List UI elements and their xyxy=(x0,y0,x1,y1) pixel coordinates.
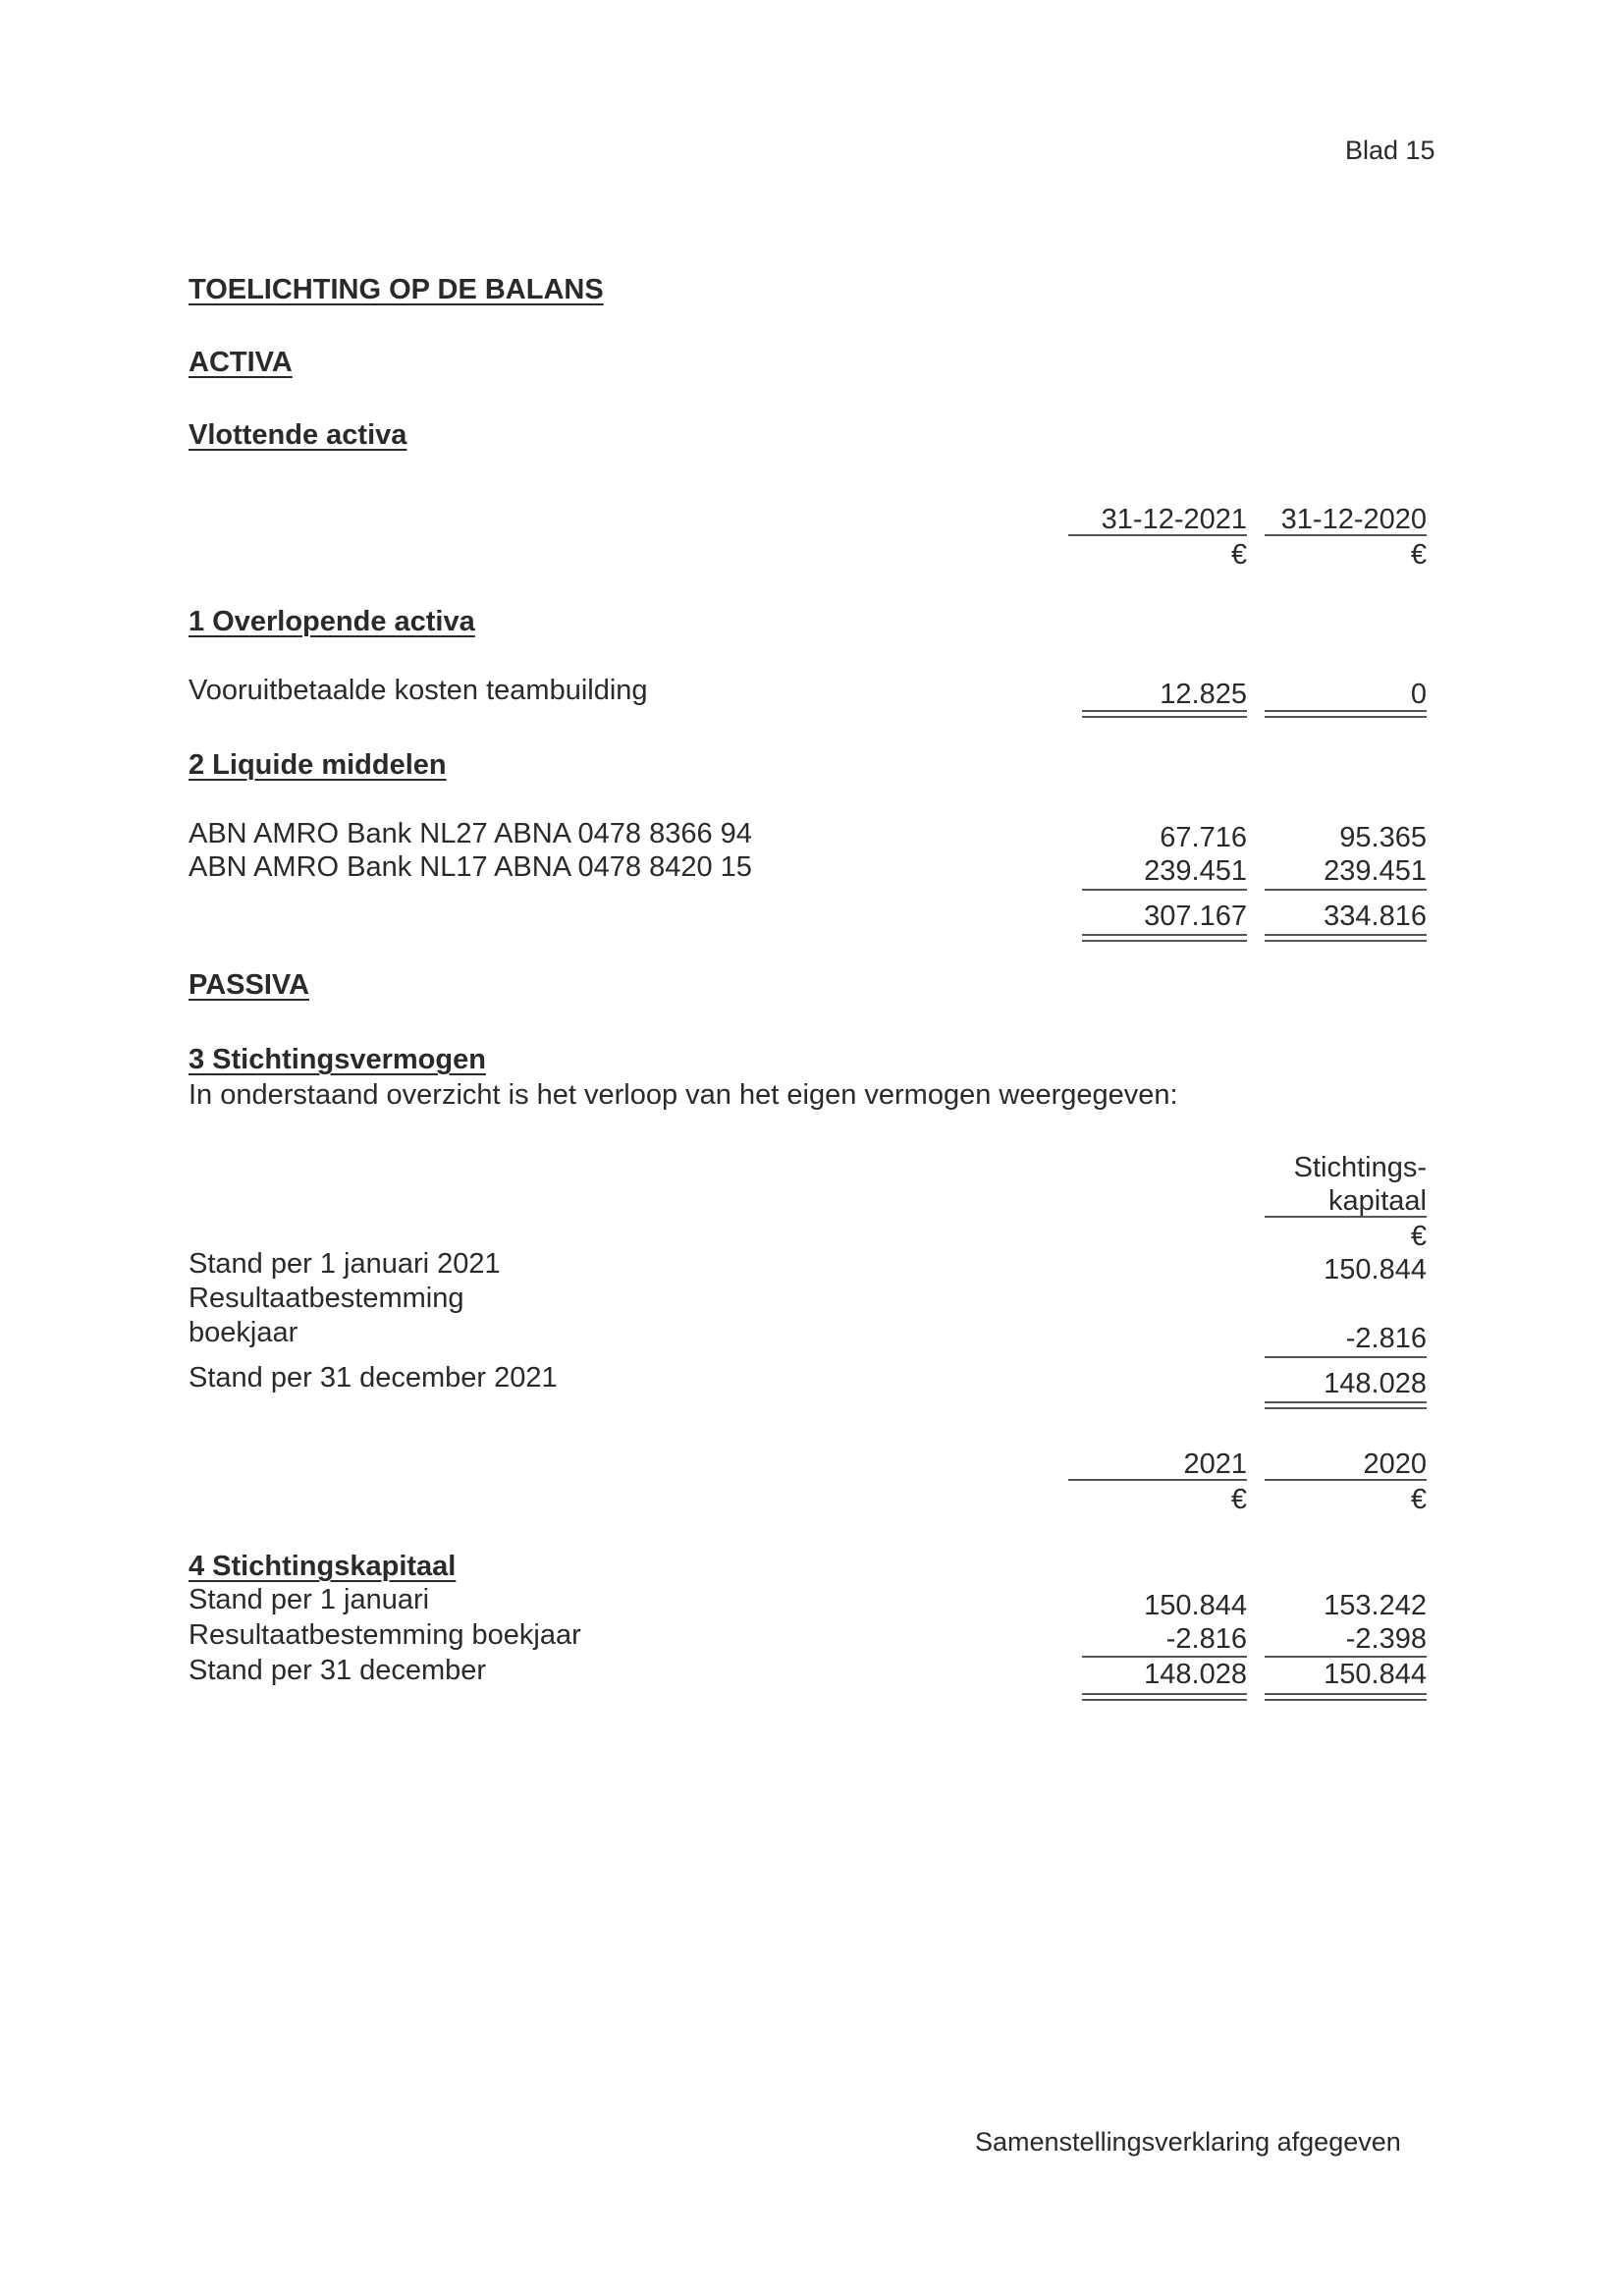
currency: € xyxy=(1410,1221,1427,1252)
passiva-heading: PASSIVA xyxy=(189,969,310,1001)
row-value-2021: 239.451 xyxy=(1144,855,1247,887)
row-value-2020: 0 xyxy=(1410,679,1427,710)
row-value-2021: -2.816 xyxy=(1165,1623,1247,1655)
header-rule xyxy=(1265,1216,1427,1218)
col-header-2021: 2021 xyxy=(1183,1449,1247,1480)
row-value-2021: 67.716 xyxy=(1160,822,1247,853)
row-label: ABN AMRO Bank NL17 ABNA 0478 8420 15 xyxy=(189,851,752,883)
row-value-2020: -2.398 xyxy=(1345,1623,1427,1655)
row-label: Stand per 1 januari 2021 xyxy=(189,1248,501,1280)
row-value-2020: 95.365 xyxy=(1339,822,1427,853)
section-intro: In onderstaand overzicht is het verloop van het eigen vermogen weergegeven: xyxy=(189,1079,1178,1111)
row-value: -2.816 xyxy=(1345,1323,1427,1354)
stichtingskapitaal-heading: 4 Stichtingskapitaal xyxy=(189,1551,457,1582)
row-value-2021: 148.028 xyxy=(1144,1659,1247,1690)
overlopende-activa-heading: 1 Overlopende activa xyxy=(189,606,475,637)
footer-note: Samenstellingsverklaring afgegeven xyxy=(975,2127,1401,2157)
row-label: Stand per 31 december xyxy=(189,1655,487,1686)
col-header-2020: 31-12-2020 xyxy=(1280,504,1427,535)
currency-2021: € xyxy=(1230,539,1247,571)
header-rule-2020 xyxy=(1265,534,1427,536)
liquide-middelen-heading: 2 Liquide middelen xyxy=(189,749,447,781)
row-label-line2: boekjaar xyxy=(189,1317,298,1348)
row-label: ABN AMRO Bank NL27 ABNA 0478 8366 94 xyxy=(189,818,752,849)
row-label: Resultaatbestemming boekjaar xyxy=(189,1619,581,1651)
page-number: Blad 15 xyxy=(1345,136,1435,165)
row-value-2020: 239.451 xyxy=(1324,855,1427,887)
double-rule xyxy=(1265,1401,1427,1409)
row-value-2021: 12.825 xyxy=(1160,679,1247,710)
row-value: 148.028 xyxy=(1324,1368,1427,1399)
col-header-2020: 2020 xyxy=(1363,1449,1427,1480)
page-title: TOELICHTING OP DE BALANS xyxy=(189,274,604,305)
double-rule xyxy=(1265,934,1427,942)
activa-heading: ACTIVA xyxy=(189,347,293,378)
header-rule-2020 xyxy=(1265,1479,1427,1481)
col-header-line1: Stichtings- xyxy=(1293,1152,1427,1183)
header-rule-2021 xyxy=(1068,534,1247,536)
row-value: 150.844 xyxy=(1324,1254,1427,1285)
stichtingsvermogen-heading: 3 Stichtingsvermogen xyxy=(189,1044,486,1075)
double-rule xyxy=(1082,710,1247,718)
double-rule xyxy=(1082,934,1247,942)
row-label: Stand per 1 januari xyxy=(189,1584,430,1615)
currency-2020: € xyxy=(1410,1484,1427,1515)
currency-2020: € xyxy=(1410,539,1427,571)
header-rule-2021 xyxy=(1068,1479,1247,1481)
row-value-2020: 153.242 xyxy=(1324,1590,1427,1621)
vlottende-activa-heading: Vlottende activa xyxy=(189,419,407,451)
total-2020: 334.816 xyxy=(1324,901,1427,932)
double-rule xyxy=(1265,1693,1427,1701)
row-label: Vooruitbetaalde kosten teambuilding xyxy=(189,675,648,706)
double-rule xyxy=(1082,1693,1247,1701)
row-label-line1: Resultaatbestemming xyxy=(189,1283,464,1314)
subtotal-rule xyxy=(1265,889,1427,891)
col-header-line2: kapitaal xyxy=(1328,1185,1427,1217)
subtotal-rule xyxy=(1265,1356,1427,1358)
total-2021: 307.167 xyxy=(1144,901,1247,932)
row-value-2021: 150.844 xyxy=(1144,1590,1247,1621)
subtotal-rule xyxy=(1082,889,1247,891)
currency-2021: € xyxy=(1230,1484,1247,1515)
col-header-2021: 31-12-2021 xyxy=(1101,504,1247,535)
row-value-2020: 150.844 xyxy=(1324,1659,1427,1690)
double-rule xyxy=(1265,710,1427,718)
row-label: Stand per 31 december 2021 xyxy=(189,1362,558,1394)
